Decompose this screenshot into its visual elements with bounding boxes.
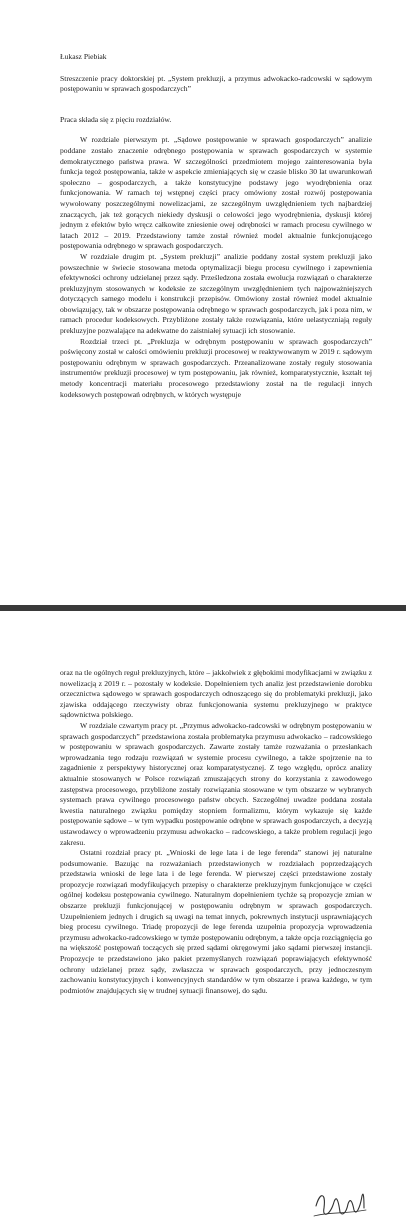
chapter-3-continuation: oraz na tle ogólnych reguł prekluzyjnych, które – jakkolwiek z głębokimi modyfikacjami w związku z nowelizacją z 2019 r. – pozostały w kodeksie. Dopełnieniem tych analiz jest przedstawienie dorobku orzecznictwa sądowego w sprawach gospodarczych odnoszącego się do problematyki prekluzji, jako zjawiska oddającego rzeczywisty obraz funkcjonowania systemu prekluzyjnego w praktyce sądownictwa polskiego.: [60, 668, 372, 720]
chapter-2-paragraph: W rozdziale drugim pt. „System prekluzji” analizie poddany został system prekluzji jako powszechnie w świecie stosowana metoda optymalizacji biegu procesu cywilnego i zapewnienia efektywności ochrony udzielanej przez sądy. Prześledzona została ewolucja rozwiązań o charakterze prekluzyjnym stosowanych w kodeksie ze szczególnym uwzględnieniem tych najpoważniejszych dotyczących samego modelu i konstrukcji przepisów. Omówiony został również model aktualnie obowiązujący, tak w obszarze postępowania odrębnego w sprawach gospodarczych, jak i poza nim, w ramach procedur kodeksowych. Przybliżone zostały także rozwiązania, które uelastyczniają reguły prekluzyjne pozwalające na adekwatne do zaistniałej sytuacji ich stosowanie.: [60, 251, 372, 336]
chapter-1-paragraph: W rozdziale pierwszym pt. „Sądowe postępowanie w sprawach gospodarczych” analizie poddane zostało znaczenie odrębnego postępowania w sprawach gospodarczych w systemie demokratycznego państwa prawa. W szczególności przedmiotem mojego zainteresowania była funkcja tegoż postępowania, także w aspekcie zmieniających się w czasie blisko 30 lat uwarunkowań społeczno – gospodarczych, a także konstytucyjne podstawy jego wyodrębnienia oraz funkcjonowania. W ramach tej wstępnej części pracy omówiony został rozwój postępowania wywołowany poszczególnymi nowelizacjami, ze szczególnym uwzględnieniem tych najbardziej znaczących, jak też gorących niekiedy dyskusji o celowości jego wyodrębnienia, dyskusji której jednym z efektów było wręcz całkowite zniesienie owej odrębności w ramach procesu cywilnego w latach 2012 – 2019. Przedstawiony tamże został również model aktualnie funkcjonującego postępowania odrębnego w sprawach gospodarczych.: [60, 135, 372, 251]
author-name: Łukasz Piebiak: [60, 52, 107, 61]
signature-image: [310, 1186, 370, 1222]
document-page-1: [0, 0, 406, 608]
intro-sentence: Praca składa się z pięciu rozdziałów.: [60, 114, 172, 124]
chapter-4-paragraph: W rozdziale czwartym pracy pt. „Przymus adwokacko-radcowski w odrębnym postępowaniu w sprawach gospodarczych” przedstawiona została problematyka przymusu adwokacko – radcowskiego w postępowaniu w sprawach gospodarczych. Zawarte zostały tamże rozważania o przesłankach wprowadzania tego rodzaju rozwiązań w systemie procesu cywilnego, a także spojrzenie na to zagadnienie z perspektywy historycznej oraz komparatystycznej. Z tego względu, oprócz analizy aktualnie stosowanych w Polsce rozwiązań zmuszających strony do korzystania z zawodowego zastępstwa procesowego, przybliżone zostały rozwiązania stosowane w tym obszarze w wybranych systemach prawa cywilnego procesowego państw obcych. Szczególnej uwadze poddana została kwestia naturalnego związku pomiędzy stopniem formalizmu, którym wykazuje się każde postępowanie sądowe – w tym wypadku postępowanie odrębne w sprawach gospodarczych, a decyzją ustawodawcy o wprowadzeniu przymusu adwokacko – radcowskiego, a także problem regulacji jego zakresu.: [60, 720, 372, 847]
chapter-5-paragraph: Ostatni rozdział pracy pt. „Wnioski de lege lata i de lege ferenda” stanowi jej naturalne podsumowanie. Bazując na rozważaniach przedstawionych w rozdziałach poprzedzających przedstawia wnioski de lege lata i de lege ferenda. W pierwszej części przedstawione zostały propozycje rozwiązań modyfikujących przepisy o charakterze prekluzyjnym funkcjonujące w części ogólnej kodeksu postępowania cywilnego. Naturalnym dopełnieniem tychże są propozycje zmian w obszarze prekluzji funkcjonującej w postępowaniu odrębnym w sprawach gospodarczych. Uzupełnieniem jednych i drugich są uwagi na temat innych, pokrewnych instytucji usprawniających bieg procesu cywilnego. Triadę propozycji de lege ferenda uzupełnia propozycja wprowadzenia przymusu adwokacko-radcowskiego w tymże postępowaniu odrębnym, a także opcja rozciągnięcia go na większość postępowań toczących się przed sądami okręgowymi jako sądami pierwszej instancji. Propozycje te przedstawiono jako pakiet przemyślanych rozwiązań poprawiających efektywność ochrony udzielanej przez sądy, zwłaszcza w sprawach gospodarczych, przy jednoczesnym zachowaniu konstytucyjnych i konwencyjnych standardów w tym obszarze i prawa każdego, w tym podmiotów znajdujących się w trudnej sytuacji finansowej, do sądu.: [60, 848, 372, 995]
document-title: Streszczenie pracy doktorskiej pt. „System prekluzji, a przymus adwokacko-radcowski w sądowym postępowaniu w sprawach gospodarczych”: [60, 73, 372, 94]
page-1-content: [60, 52, 372, 400]
page-separator: [0, 605, 406, 611]
document-page-2: [0, 612, 406, 1230]
page-2-content: [60, 668, 372, 996]
chapter-3-paragraph: Rozdział trzeci pt. „Prekluzja w odrębnym postępowaniu w sprawach gospodarczych” poświęcony został w całości omówieniu prekluzji procesowej w reaktywowanym w 2019 r. sądowym postępowaniu odrębnym w sprawach gospodarczych. Przeanalizowane zostały reguły stosowania instrumentów prekluzji procesowej w tym postępowaniu, jak również, komparatystycznie, kształt tej metody koncentracji materiału procesowego przedstawiony został na tle regulacji innych kodeksowych postępowań odrębnych, w których występuje: [60, 336, 372, 399]
